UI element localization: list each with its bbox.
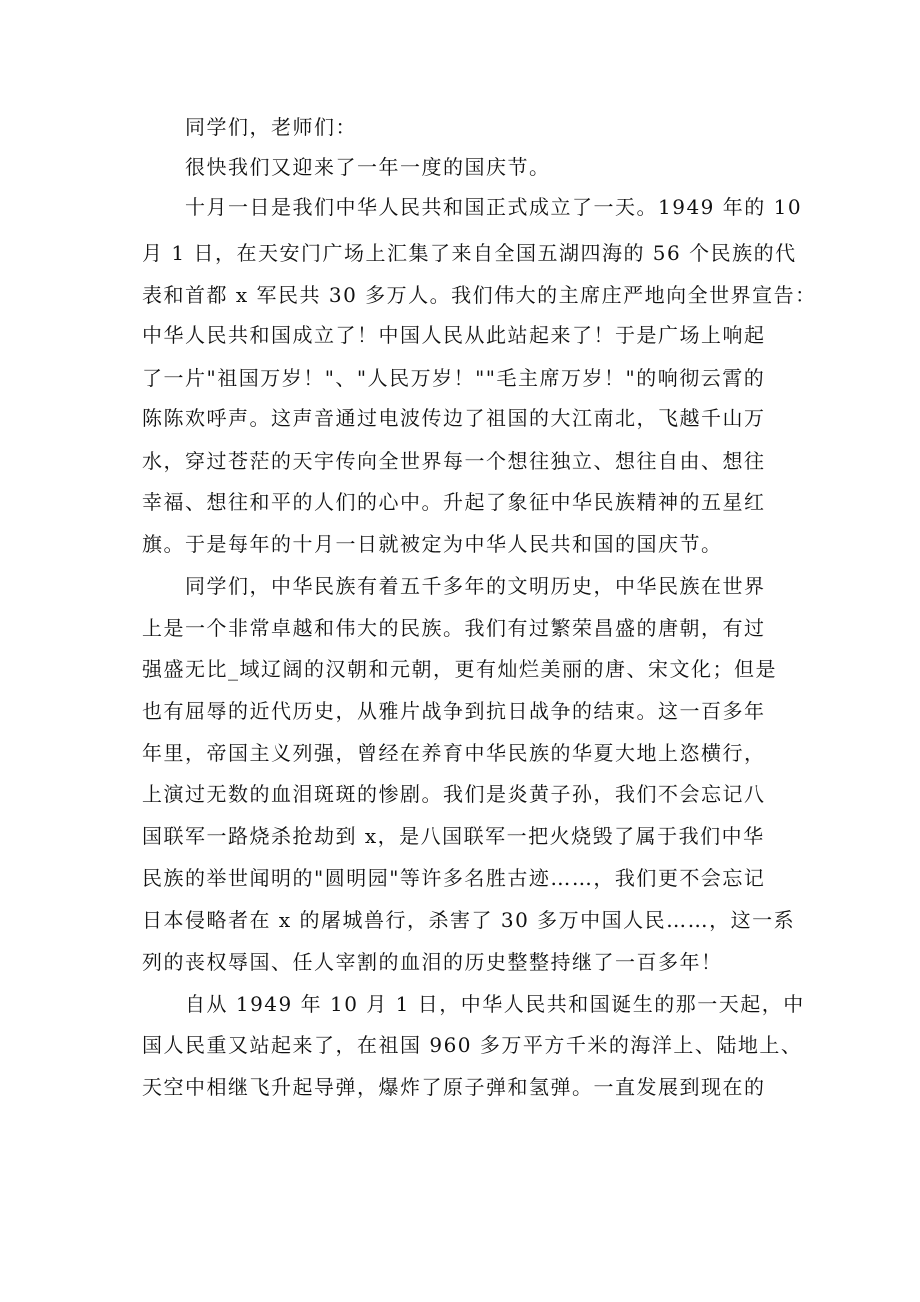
- paragraph-line: 中华人民共和国成立了！中国人民从此站起来了！于是广场上响起: [142, 323, 766, 347]
- paragraph-line: 了一片"祖国万岁！"、"人民万岁！""毛主席万岁！"的响彻云霄的: [142, 366, 766, 390]
- paragraph-line: 上演过无数的血泪斑斑的惨剧。我们是炎黄子孙，我们不会忘记八: [142, 782, 766, 806]
- paragraph-line: 很快我们又迎来了一年一度的国庆节。: [185, 155, 551, 179]
- paragraph-line: 国联军一路烧杀抢劫到 x，是八国联军一把火烧毁了属于我们中华: [142, 824, 765, 848]
- paragraph-line: 年里，帝国主义列强，曾经在养育中华民族的华夏大地上恣横行，: [142, 741, 766, 765]
- paragraph-line: 也有屈辱的近代历史，从雅片战争到抗日战争的结束。这一百多年: [142, 699, 766, 723]
- paragraph-line: 上是一个非常卓越和伟大的民族。我们有过繁荣昌盛的唐朝，有过: [142, 616, 766, 640]
- paragraph-line: 陈陈欢呼声。这声音通过电波传边了祖国的大江南北，飞越千山万: [142, 406, 766, 430]
- paragraph-line: 国人民重又站起来了，在祖国 960 多万平方千米的海洋上、陆地上、: [142, 1033, 803, 1057]
- paragraph-line: 表和首都 x 军民共 30 多万人。我们伟大的主席庄严地向全世界宣告：: [142, 283, 817, 307]
- paragraph-line: 强盛无比_域辽阔的汉朝和元朝，更有灿烂美丽的唐、宋文化；但是: [142, 657, 777, 681]
- paragraph-line: 十月一日是我们中华人民共和国正式成立了一天。1949 年的 10: [185, 195, 803, 219]
- paragraph-line: 旗。于是每年的十月一日就被定为中华人民共和国的国庆节。: [142, 532, 723, 556]
- paragraph-line: 天空中相继飞升起导弹，爆炸了原子弹和氢弹。一直发展到现在的: [142, 1075, 766, 1099]
- paragraph-line: 自从 1949 年 10 月 1 日，中华人民共和国诞生的那一天起，中: [185, 992, 805, 1016]
- paragraph-line: 同学们，中华民族有着五千多年的文明历史，中华民族在世界: [185, 574, 766, 598]
- paragraph-line: 民族的举世闻明的"圆明园"等许多名胜古迹……，我们更不会忘记: [142, 866, 766, 890]
- paragraph-line: 列的丧权辱国、任人宰割的血泪的历史整整持继了一百多年！: [142, 950, 723, 974]
- salutation-line: 同学们，老师们：: [185, 115, 357, 139]
- paragraph-line: 幸福、想往和平的人们的心中。升起了象征中华民族精神的五星红: [142, 490, 766, 514]
- paragraph-line: 水，穿过苍茫的天宇传向全世界每一个想往独立、想往自由、想往: [142, 449, 766, 473]
- paragraph-line: 月 1 日，在天安门广场上汇集了来自全国五湖四海的 56 个民族的代: [142, 241, 797, 265]
- paragraph-line: 日本侵略者在 x 的屠城兽行，杀害了 30 多万中国人民……，这一系: [142, 908, 796, 932]
